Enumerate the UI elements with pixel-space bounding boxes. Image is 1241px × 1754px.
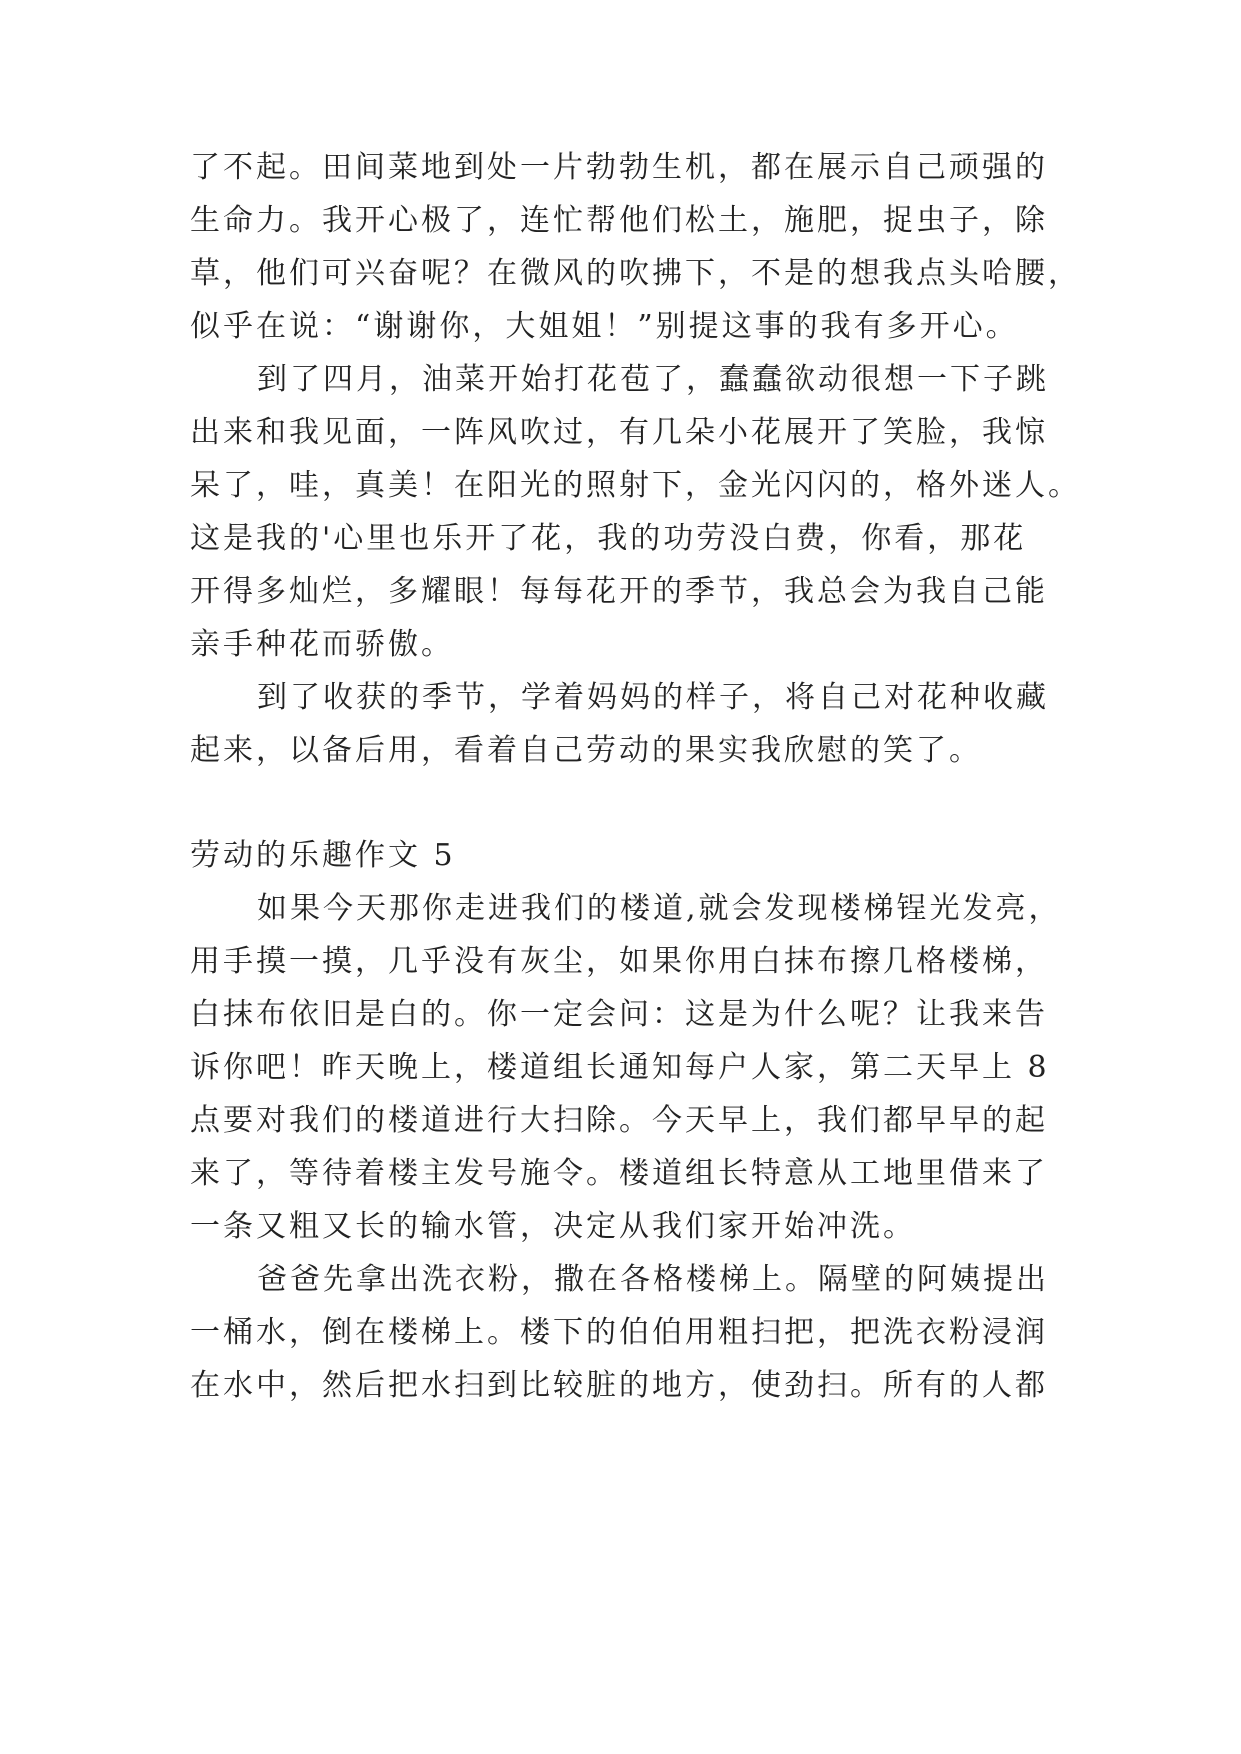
- text-line: 到了四月，油菜开始打花苞了，蠢蠢欲动很想一下子跳: [257, 362, 1049, 397]
- text-line: 出来和我见面，一阵风吹过，有几朵小花展开了笑脸，我惊: [190, 415, 1048, 450]
- text-line: 白抹布依旧是白的。你一定会问：这是为什么呢？让我来告: [190, 997, 1048, 1032]
- text-line: 如果今天那你走进我们的楼道,就会发现楼梯锃光发亮，: [257, 891, 1062, 926]
- text-line: 呆了，哇，真美！在阳光的照射下，金光闪闪的，格外迷人。: [190, 468, 1081, 503]
- text-line: 亲手种花而骄傲。: [190, 627, 454, 662]
- text-line: 爸爸先拿出洗衣粉，撒在各格楼梯上。隔壁的阿姨提出: [257, 1262, 1049, 1297]
- text-line: 点要对我们的楼道进行大扫除。今天早上，我们都早早的起: [190, 1103, 1048, 1138]
- text-line: 在水中，然后把水扫到比较脏的地方，使劲扫。所有的人都: [190, 1368, 1048, 1403]
- text-line: 生命力。我开心极了，连忙帮他们松土，施肥，捉虫子，除: [190, 203, 1048, 238]
- text-line: 了不起。田间菜地到处一片勃勃生机，都在展示自己顽强的: [190, 150, 1048, 185]
- text-line: 一桶水，倒在楼梯上。楼下的伯伯用粗扫把，把洗衣粉浸润: [190, 1315, 1048, 1350]
- text-line: 开得多灿烂，多耀眼！每每花开的季节，我总会为我自己能: [190, 574, 1048, 609]
- text-line: 似乎在说：“谢谢你，大姐姐！”别提这事的我有多开心。: [190, 309, 1019, 344]
- text-line: 用手摸一摸，几乎没有灰尘，如果你用白抹布擦几格楼梯，: [190, 944, 1048, 979]
- text-line: 诉你吧！昨天晚上，楼道组长通知每户人家，第二天早上 8: [190, 1050, 1050, 1085]
- text-line: 来了，等待着楼主发号施令。楼道组长特意从工地里借来了: [190, 1156, 1048, 1191]
- text-line: 到了收获的季节，学着妈妈的样子，将自己对花种收藏: [257, 680, 1049, 715]
- text-line: 起来，以备后用，看着自己劳动的果实我欣慰的笑了。: [190, 733, 982, 768]
- text-line: 草，他们可兴奋呢？在微风的吹拂下，不是的想我点头哈腰，: [190, 256, 1081, 291]
- section-title: 劳动的乐趣作文 5: [190, 838, 456, 873]
- text-line: 这是我的'心里也乐开了花，我的功劳没白费，你看，那花: [190, 521, 1027, 556]
- text-line: 一条又粗又长的输水管，决定从我们家开始冲洗。: [190, 1209, 916, 1244]
